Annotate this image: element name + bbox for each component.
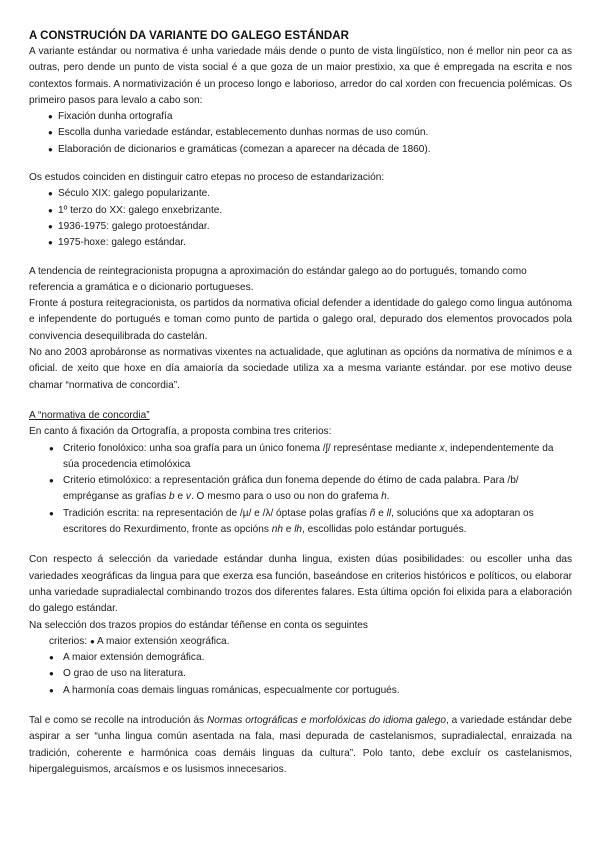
trazos-list xyxy=(29,650,572,699)
fronte-paragraph: Fronte á postura reitegracionista, os partidos da normativa oficial defender a identidade do galego como lingua autónoma e infependente do portugués e toman como punto de partida o galego oral, depurado dos elementos provocados pola convivencia desequilibrada do castelán. xyxy=(29,298,572,342)
list-item: ● Escolla dunha variedade estándar, establecemento dunhas normas de uso común. xyxy=(29,125,572,141)
list-item: ● 1975-hoxe: galego estándar. xyxy=(29,235,572,251)
list-item: ● Século XIX: galego popularizante. xyxy=(29,186,572,202)
steps-list xyxy=(29,109,572,158)
list-item: ● Fixación dunha ortografía xyxy=(29,109,572,125)
trazos-intro: Na selección dos trazos propios do estándar téñense en conta os seguintes xyxy=(29,619,368,631)
concordia-heading: A “normativa de concordia” xyxy=(29,409,150,421)
stages-list xyxy=(29,186,572,251)
list-item: ● 1º terzo do XX: galego enxebrizante. xyxy=(29,203,572,219)
ortografia-intro: En canto á fixación da Ortografía, a proposta combina tres criterios: xyxy=(29,426,332,438)
seleccion-paragraph: Con respecto á selección da variedade estándar dunha lingua, existen dúas posibilidades: ou escoller unha das variedades xeográficas da lingua para que exerza esa función, baseándose en criterios históricos e políticos, ou elaborar unha variedade supradialectal combinando trozos dos diferentes falares. Esta última opción foi elixida para a elaboración do galego estándar. xyxy=(29,554,572,615)
intro-paragraph: A variante estándar ou normativa é unha variedade máis dende o punto de vista lingüístico, non é mellor nin peor ca as outras, pero dende un punto de vista social é a que goza de un maior prestixio, xa que é empregada na escrita e nos contextos formais. A normativización é un proceso longo e laborioso, arredor do cal xorden con frecuencia polémicas. Os primeiro pasos para levalo a cabo son: xyxy=(29,46,572,106)
trazos-first-line: criterios: ● A maior extensión xeográfica. xyxy=(49,635,230,647)
list-item: ● 1936-1975: galego protoestándar. xyxy=(29,219,572,235)
ano2003-paragraph: No ano 2003 aprobáronse as normativas vixentes na actualidade, que aglutinan as opcións da normativa de mínimos e a oficial. de xeito que hoxe en día amaioría da sociedade utiliza xa a mesma variante estándar. por ese motivo deuse chamar “normativa de concordia”. xyxy=(29,347,572,391)
list-item: ● O grao de uso na literatura. xyxy=(29,666,572,682)
reintegracionista-paragraph: A tendencia de reintegracionista propugna a aproximación do estándar galego ao do portugués, tomando como referencia a gramática e o dicionario portugueses. xyxy=(29,265,527,293)
list-item: ● Criterio etimolóxico: a representación gráfica dun fonema depende do étimo de cada palabra. Para /b/ empréganse as grafías b e v. O mesmo para o uso ou non do grafema h. xyxy=(29,473,572,506)
stages-intro: Os estudos coinciden en distinguir catro etepas no proceso de estandarización: xyxy=(29,172,385,184)
list-item: ● A maior extensión demográfica. xyxy=(29,650,572,666)
list-item: ● Tradición escrita: na representación de /µ/ e /λ/ óptase polas grafías ñ e ll, solucións que xa adoptaran os escritores do Rexurdimento, fronte as opcións nh e lh, escollidas polo estándar portugués. xyxy=(29,506,572,539)
list-item: ● Elaboración de dicionarios e gramáticas (comezan a aparecer na década de 1860). xyxy=(29,142,572,158)
document-title: A CONSTRUCIÓN DA VARIANTE DO GALEGO ESTÁNDAR xyxy=(29,30,349,42)
list-item: ● A harmonía coas demais linguas románicas, especualmente cor portugués. xyxy=(29,683,572,699)
conclusion-paragraph: Tal e como se recolle na introdución ás Normas ortográficas e morfolóxicas do idioma galego, a variedade estándar debe aspirar a ser “unha lingua común asentada na fala, masi depurada de castelanismos, supradialectal, enraizada na tradición, coherente e harmónica coas demáis linguas da cultura”. Polo tanto, debe excluír os castelanismos, hipergaleguismos, arcaísmos e os lusismos innecesarios. xyxy=(29,714,572,775)
list-item: ● Criterio fonolóxico: unha soa grafía para un único fonema /ʃ/ represéntase mediante x, independentemente da súa procedencia etimolóxica xyxy=(29,441,572,474)
criteria-list xyxy=(29,441,572,539)
